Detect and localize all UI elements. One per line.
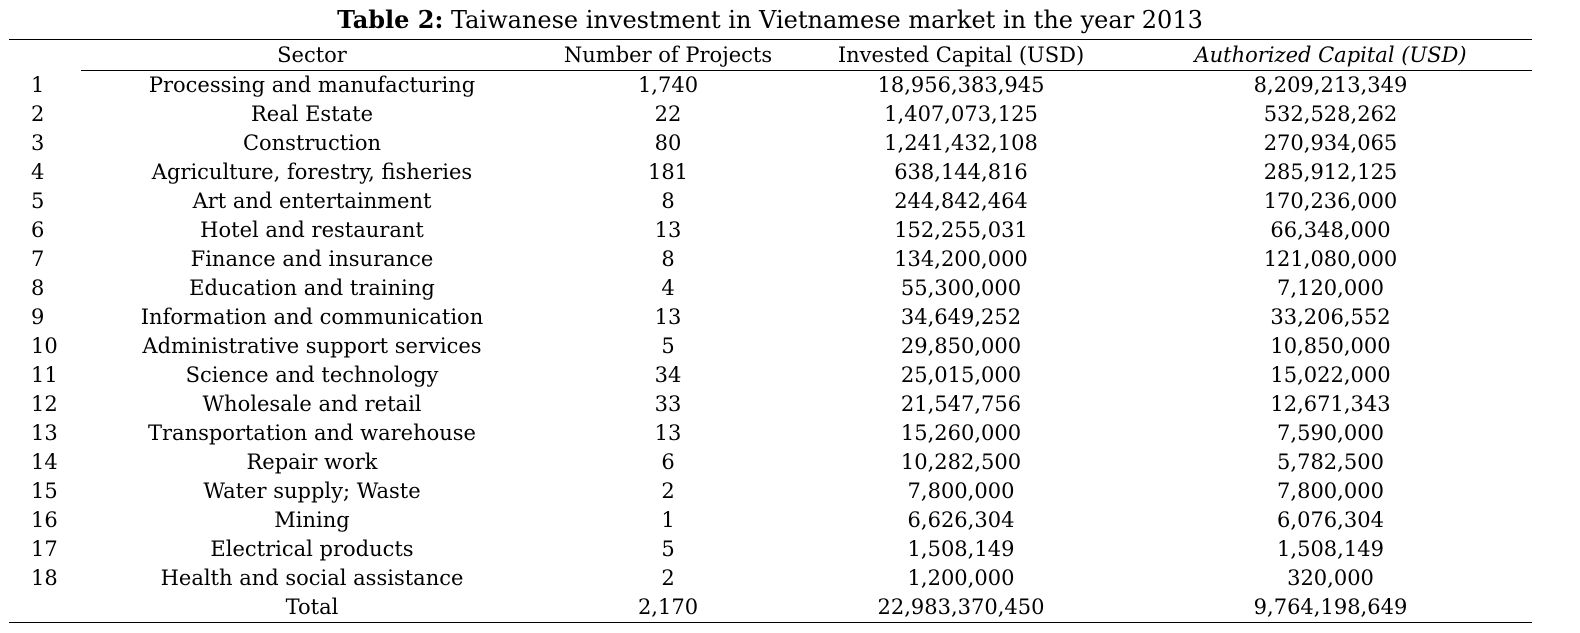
row-sector: Hotel and restaurant: [200, 218, 424, 242]
row-sector: Processing and manufacturing: [148, 73, 476, 97]
row-invested: 244,842,464: [894, 189, 1028, 213]
row-authorized: 5,782,500: [1277, 450, 1384, 474]
total-label: Total: [81, 593, 543, 623]
row-projects: 13: [654, 421, 682, 445]
row-authorized: 66,348,000: [1270, 218, 1391, 242]
row-invested: 152,255,031: [894, 218, 1028, 242]
row-authorized: 33,206,552: [1270, 305, 1391, 329]
row-authorized: 8,209,213,349: [1253, 73, 1408, 97]
row-number: 10: [31, 334, 58, 358]
row-number: 6: [31, 218, 45, 242]
row-authorized: 7,800,000: [1277, 479, 1384, 503]
investment-table: [9, 39, 1532, 623]
total-authorized: 9,764,198,649: [1129, 593, 1532, 623]
header-projects: Number of Projects: [543, 40, 793, 71]
row-invested: 638,144,816: [894, 160, 1028, 184]
row-number: 14: [31, 450, 58, 474]
table-caption: [0, 6, 1540, 34]
table-row: [9, 419, 1532, 448]
row-projects: 80: [654, 131, 682, 155]
row-authorized: 532,528,262: [1263, 102, 1398, 126]
table-caption-text: Taiwanese investment in Vietnamese market in the year 2013: [443, 6, 1203, 34]
row-projects: 8: [661, 189, 675, 213]
row-projects: 1,740: [637, 73, 699, 97]
table-caption-label: Table 2:: [337, 5, 444, 34]
row-invested: 29,850,000: [900, 334, 1022, 358]
row-sector: Art and entertainment: [192, 189, 432, 213]
row-number: 16: [31, 508, 58, 532]
header-sector: Sector: [81, 40, 543, 71]
row-invested: 7,800,000: [907, 479, 1015, 503]
row-sector: Repair work: [246, 450, 378, 474]
row-number: 1: [31, 72, 45, 97]
row-invested: 21,547,756: [900, 392, 1022, 416]
row-authorized: 320,000: [1287, 566, 1374, 590]
row-number: 11: [31, 363, 58, 387]
table-row: [9, 158, 1532, 187]
row-invested: 6,626,304: [907, 508, 1015, 532]
row-projects: 22: [654, 102, 682, 126]
table-row: [9, 187, 1532, 216]
row-invested: 1,407,073,125: [884, 102, 1038, 126]
row-sector: Mining: [274, 508, 350, 532]
row-sector: Health and social assistance: [160, 566, 464, 590]
row-authorized: 7,120,000: [1277, 276, 1384, 300]
header-number: [9, 40, 81, 71]
row-number: 4: [31, 160, 45, 184]
row-authorized: 1,508,149: [1277, 537, 1384, 561]
table-row: [9, 129, 1532, 158]
row-number: 13: [31, 421, 58, 445]
row-number: 15: [31, 479, 58, 503]
table-row: [9, 216, 1532, 245]
row-invested: 1,200,000: [907, 566, 1015, 590]
row-projects: 181: [647, 160, 689, 184]
table-row: [9, 71, 1532, 101]
row-invested: 1,508,149: [907, 537, 1015, 561]
header-authorized: Authorized Capital (USD): [1129, 40, 1532, 71]
row-projects: 8: [661, 247, 675, 271]
row-projects: 13: [654, 305, 682, 329]
row-projects: 33: [654, 392, 682, 416]
row-authorized: 121,080,000: [1263, 247, 1398, 271]
row-projects: 4: [661, 276, 675, 300]
row-projects: 34: [654, 363, 682, 387]
row-invested: 134,200,000: [894, 247, 1028, 271]
row-projects: 5: [661, 537, 675, 561]
row-sector: Administrative support services: [142, 334, 482, 358]
row-number: 3: [31, 131, 45, 155]
table-row: [9, 477, 1532, 506]
row-sector: Construction: [242, 131, 382, 155]
row-number: 17: [31, 537, 58, 561]
table-row: [9, 100, 1532, 129]
row-invested: 18,956,383,945: [877, 73, 1045, 97]
row-sector: Finance and insurance: [190, 247, 434, 271]
row-sector: Agriculture, forestry, fisheries: [151, 160, 473, 184]
table-row: [9, 390, 1532, 419]
row-projects: 1: [661, 508, 675, 532]
row-number: 2: [31, 102, 45, 126]
table-header-row: [9, 40, 1532, 71]
row-sector: Electrical products: [210, 537, 414, 561]
total-projects: 2,170: [543, 593, 793, 623]
row-invested: 1,241,432,108: [884, 131, 1038, 155]
row-projects: 5: [661, 334, 675, 358]
row-authorized: 12,671,343: [1270, 392, 1391, 416]
row-sector: Real Estate: [250, 102, 374, 126]
row-projects: 6: [661, 450, 675, 474]
total-number: [9, 593, 81, 623]
row-sector: Science and technology: [185, 363, 439, 387]
table-row: [9, 303, 1532, 332]
row-projects: 2: [661, 479, 675, 503]
total-invested: 22,983,370,450: [793, 593, 1129, 623]
row-authorized: 10,850,000: [1270, 334, 1391, 358]
row-authorized: 170,236,000: [1263, 189, 1398, 213]
row-sector: Information and communication: [140, 305, 484, 329]
row-invested: 10,282,500: [900, 450, 1022, 474]
table-body: [9, 71, 1532, 594]
table-row: [9, 245, 1532, 274]
row-projects: 2: [661, 566, 675, 590]
table-row: [9, 448, 1532, 477]
row-authorized: 270,934,065: [1263, 131, 1398, 155]
row-invested: 55,300,000: [900, 276, 1022, 300]
row-invested: 34,649,252: [900, 305, 1022, 329]
row-sector: Transportation and warehouse: [148, 421, 476, 445]
table-row: [9, 564, 1532, 593]
table-row: [9, 506, 1532, 535]
row-invested: 25,015,000: [900, 363, 1022, 387]
row-authorized: 285,912,125: [1263, 160, 1398, 184]
row-invested: 15,260,000: [900, 421, 1022, 445]
row-number: 18: [31, 566, 58, 590]
row-authorized: 15,022,000: [1270, 363, 1391, 387]
table-row: [9, 332, 1532, 361]
row-number: 8: [31, 276, 45, 300]
row-sector: Education and training: [189, 276, 435, 300]
table-row: [9, 535, 1532, 564]
row-number: 12: [31, 392, 58, 416]
row-projects: 13: [654, 218, 682, 242]
table-row: [9, 274, 1532, 303]
total-row: [9, 593, 1532, 623]
row-number: 7: [31, 247, 45, 271]
row-sector: Wholesale and retail: [202, 392, 422, 416]
table-row: [9, 361, 1532, 390]
row-authorized: 7,590,000: [1277, 421, 1384, 445]
row-sector: Water supply; Waste: [203, 479, 421, 503]
row-authorized: 6,076,304: [1277, 508, 1384, 532]
header-invested: Invested Capital (USD): [793, 40, 1129, 71]
row-number: 9: [31, 305, 45, 329]
row-number: 5: [31, 189, 45, 213]
